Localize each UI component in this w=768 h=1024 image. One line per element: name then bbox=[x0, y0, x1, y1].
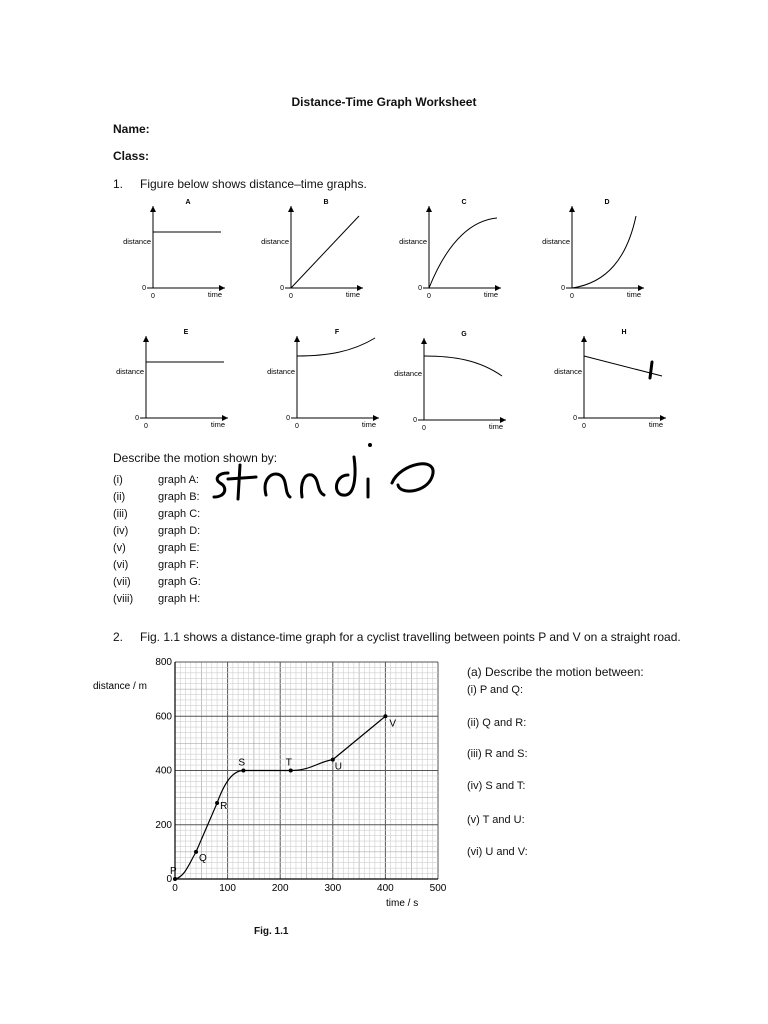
origin-label: 0 bbox=[422, 425, 426, 432]
motion-part: (iv) S and T: bbox=[467, 780, 526, 792]
point-label: R bbox=[220, 801, 228, 813]
graph-letter: C bbox=[461, 199, 467, 206]
x-tick-label: 300 bbox=[324, 883, 342, 894]
time-axis-label: time bbox=[345, 290, 361, 299]
origin-label: 0 bbox=[582, 423, 586, 430]
y-axis-arrow bbox=[288, 206, 294, 212]
graph-curve bbox=[572, 216, 636, 288]
item-graph-label: graph A: bbox=[158, 474, 199, 486]
x-tick-label: 0 bbox=[172, 883, 178, 894]
distance-axis-label: distance bbox=[394, 369, 422, 378]
y-tick-label: 400 bbox=[155, 765, 172, 777]
motion-part: (vi) U and V: bbox=[467, 846, 528, 858]
item-roman-numeral: (vii) bbox=[113, 576, 131, 588]
time-axis-label: time bbox=[483, 290, 499, 299]
question-1-number: 1. bbox=[113, 177, 124, 191]
graph-letter: F bbox=[334, 329, 340, 336]
point-label: T bbox=[285, 757, 292, 769]
time-axis-label: time bbox=[361, 420, 377, 429]
handwritten-mark bbox=[650, 362, 652, 378]
origin-label: 0 bbox=[427, 293, 431, 300]
item-roman-numeral: (i) bbox=[113, 474, 123, 486]
small-graphs-grid bbox=[0, 190, 768, 450]
time-axis-label: time bbox=[207, 290, 223, 299]
graph-curve bbox=[291, 216, 359, 288]
data-point bbox=[173, 877, 177, 881]
item-roman-numeral: (vi) bbox=[113, 559, 129, 571]
time-axis-label: time bbox=[210, 420, 226, 429]
question-2-number: 2. bbox=[113, 630, 124, 644]
x-tick-label: 400 bbox=[377, 883, 394, 894]
item-graph-label: graph D: bbox=[158, 525, 201, 537]
time-axis-label: time bbox=[648, 420, 664, 429]
distance-axis-label: distance bbox=[542, 237, 570, 246]
data-point bbox=[383, 714, 387, 718]
graph-letter: E bbox=[183, 329, 189, 336]
motion-part: (i) P and Q: bbox=[467, 684, 524, 696]
distance-axis-label: distance bbox=[261, 237, 289, 246]
origin-label: 0 bbox=[135, 415, 139, 422]
data-point bbox=[289, 769, 293, 773]
data-point bbox=[215, 801, 219, 805]
point-label: U bbox=[334, 761, 343, 773]
item-roman-numeral: (iv) bbox=[113, 525, 129, 537]
item-roman-numeral: (v) bbox=[113, 542, 126, 554]
item-roman-numeral: (iii) bbox=[113, 508, 128, 520]
item-roman-numeral: (ii) bbox=[113, 491, 126, 503]
x-tick-label: 100 bbox=[219, 883, 236, 894]
origin-label: 0 bbox=[561, 285, 565, 292]
motion-part: (ii) Q and R: bbox=[467, 717, 527, 729]
point-label: Q bbox=[199, 852, 207, 864]
question-1-prompt: Describe the motion shown by: bbox=[113, 451, 278, 465]
graph-letter: D bbox=[604, 199, 610, 206]
name-label: Name: bbox=[113, 122, 150, 136]
origin-label: 0 bbox=[295, 423, 299, 430]
data-point bbox=[241, 769, 245, 773]
y-axis-arrow bbox=[143, 336, 149, 342]
origin-label: 0 bbox=[280, 285, 284, 292]
graph-letter: G bbox=[461, 331, 467, 338]
motion-part: (iii) R and S: bbox=[467, 748, 528, 760]
origin-label: 0 bbox=[144, 423, 148, 430]
origin-label: 0 bbox=[289, 293, 293, 300]
figure-caption: Fig. 1.1 bbox=[254, 926, 289, 937]
time-axis-label: time bbox=[626, 290, 642, 299]
motion-part: (v) T and U: bbox=[467, 814, 525, 826]
distance-axis-label: distance bbox=[554, 367, 582, 376]
y-axis-arrow bbox=[294, 336, 300, 342]
question-2-text: Fig. 1.1 shows a distance-time graph for a cyclist travelling between points P and V on a straight road. bbox=[140, 630, 681, 644]
origin-label: 0 bbox=[570, 293, 574, 300]
graph-curve bbox=[429, 218, 497, 288]
handwritten-standing-annotation bbox=[200, 435, 460, 515]
x-tick-label: 200 bbox=[271, 883, 289, 894]
time-axis-label: time bbox=[488, 422, 504, 431]
distance-axis-label: distance bbox=[267, 367, 295, 376]
item-graph-label: graph G: bbox=[158, 576, 201, 588]
origin-label: 0 bbox=[413, 417, 417, 424]
origin-label: 0 bbox=[418, 285, 422, 292]
item-roman-numeral: (viii) bbox=[113, 593, 134, 605]
y-tick-label: 800 bbox=[155, 657, 172, 668]
item-graph-label: graph H: bbox=[158, 593, 201, 605]
origin-label: 0 bbox=[142, 285, 146, 292]
graph-curve bbox=[297, 338, 375, 356]
graph-letter: H bbox=[621, 329, 627, 336]
point-label: V bbox=[389, 718, 397, 730]
graph-curve bbox=[424, 356, 502, 376]
worksheet-title: Distance-Time Graph Worksheet bbox=[291, 95, 477, 109]
y-axis-arrow bbox=[150, 206, 156, 212]
y-axis-arrow bbox=[581, 336, 587, 342]
graph-letter: A bbox=[185, 199, 191, 206]
y-axis-arrow bbox=[426, 206, 432, 212]
item-graph-label: graph E: bbox=[158, 542, 200, 554]
distance-axis-label: distance bbox=[399, 237, 427, 246]
question-1-text: Figure below shows distance–time graphs. bbox=[140, 177, 367, 191]
y-axis-arrow bbox=[421, 338, 427, 344]
x-tick-label: 500 bbox=[429, 883, 447, 894]
origin-label: 0 bbox=[151, 293, 155, 300]
y-tick-label: 200 bbox=[155, 819, 172, 831]
describe-heading: (a) Describe the motion between: bbox=[467, 665, 644, 679]
y-axis-arrow bbox=[569, 206, 575, 212]
point-label: P bbox=[170, 866, 177, 877]
class-label: Class: bbox=[113, 149, 150, 163]
y-tick-label: 600 bbox=[155, 711, 172, 723]
graph-letter: B bbox=[323, 199, 329, 206]
y-axis-title: distance / m bbox=[93, 681, 147, 692]
distance-axis-label: distance bbox=[123, 237, 151, 246]
x-axis-title: time / s bbox=[386, 898, 419, 909]
item-graph-label: graph F: bbox=[158, 559, 199, 571]
item-graph-label: graph C: bbox=[158, 508, 201, 520]
fig-1-1-chart bbox=[85, 650, 455, 920]
item-graph-label: graph B: bbox=[158, 491, 200, 503]
origin-label: 0 bbox=[573, 415, 577, 422]
point-label: S bbox=[238, 757, 246, 769]
y-tick-label: 0 bbox=[166, 874, 172, 885]
origin-label: 0 bbox=[286, 415, 290, 422]
distance-axis-label: distance bbox=[116, 367, 144, 376]
data-point bbox=[194, 850, 198, 854]
